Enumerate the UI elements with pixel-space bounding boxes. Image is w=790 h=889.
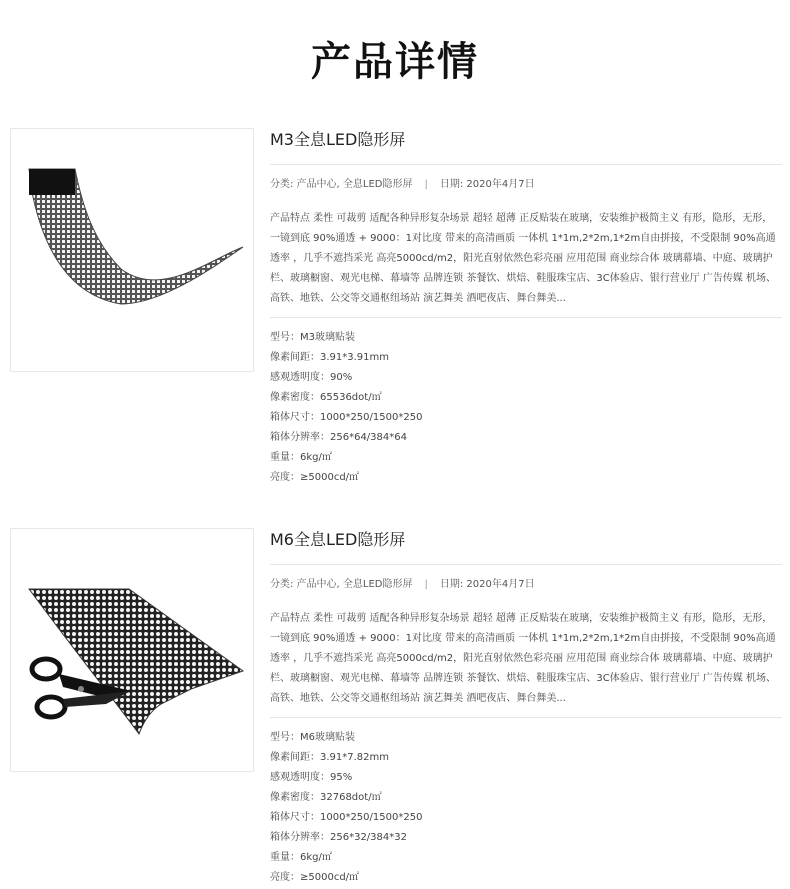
spec-list [270, 328, 782, 488]
product-title[interactable]: M3全息LED隐形屏 [270, 126, 782, 165]
product-title[interactable]: M6全息LED隐形屏 [270, 526, 782, 565]
product-meta [270, 565, 782, 605]
spec-model: 型号：M3玻璃贴装 [270, 332, 355, 343]
meta-separator: | [424, 179, 428, 190]
date-text: 日期: 2020年4月7日 [439, 579, 535, 590]
product-meta [270, 165, 782, 205]
product-description: 产品特点 柔性 可裁剪 适配各种异形复杂场景 超轻 超薄 正反贴装在玻璃，安装维护极简主义 有形，隐形，无形，一镜到底 90%通透 + 9000：1对比度 带来的高清画质 一体机 1*1m,2*2m,1*2m自由拼接，不受限制 90%高通透率 ，几乎不遮挡采光 高亮5000cd/m2，阳光直射依然色彩亮丽 应用范围 商业综合体 玻璃幕墙、中庭、玻璃护栏、玻璃橱窗、观光电梯、幕墙等 品牌连锁 茶餐饮、烘焙、鞋服珠宝店、3C体验店、银行营业厅 广告传媒 机场、高铁、地铁、公交等交通枢纽场站 演艺舞美 酒吧夜店、舞台舞美... [270, 609, 782, 718]
spec-pixel-pitch: 像素间距：3.91*7.82mm [270, 752, 390, 763]
spec-resolution: 箱体分辨率：256*64/384*64 [270, 432, 407, 443]
page-title: 产品详情 [311, 39, 479, 85]
spec-weight: 重量：6kg/㎡ [270, 852, 332, 863]
product-image-m6[interactable] [10, 528, 254, 772]
spec-transparency: 感观透明度：90% [270, 372, 353, 383]
led-mesh-scissors-icon [11, 529, 253, 771]
spec-model: 型号：M6玻璃贴装 [270, 732, 355, 743]
spec-weight: 重量：6kg/㎡ [270, 452, 332, 463]
spec-cabinet-size: 箱体尺寸：1000*250/1500*250 [270, 412, 423, 423]
spec-brightness: 亮度：≥5000cd/㎡ [270, 472, 360, 483]
spec-pixel-density: 像素密度：32768dot/㎡ [270, 792, 382, 803]
spec-pixel-pitch: 像素间距：3.91*3.91mm [270, 352, 390, 363]
spec-transparency: 感观透明度：95% [270, 772, 353, 783]
meta-separator: | [424, 579, 428, 590]
spec-pixel-density: 像素密度：65536dot/㎡ [270, 392, 382, 403]
category-text[interactable]: 分类: 产品中心, 全息LED隐形屏 [270, 179, 413, 190]
spec-resolution: 箱体分辨率：256*32/384*32 [270, 832, 407, 843]
spec-list [270, 728, 782, 888]
spec-brightness: 亮度：≥5000cd/㎡ [270, 872, 360, 883]
date-text: 日期: 2020年4月7日 [439, 179, 535, 190]
flexible-led-film-icon [11, 129, 253, 371]
product-description: 产品特点 柔性 可裁剪 适配各种异形复杂场景 超轻 超薄 正反贴装在玻璃，安装维护极简主义 有形，隐形，无形，一镜到底 90%通透 + 9000：1对比度 带来的高清画质 一体机 1*1m,2*2m,1*2m自由拼接，不受限制 90%高通透率 ，几乎不遮挡采光 高亮5000cd/m2，阳光直射依然色彩亮丽 应用范围 商业综合体 玻璃幕墙、中庭、玻璃护栏、玻璃橱窗、观光电梯、幕墙等 品牌连锁 茶餐饮、烘焙、鞋服珠宝店、3C体验店、银行营业厅 广告传媒 机场、高铁、地铁、公交等交通枢纽场站 演艺舞美 酒吧夜店、舞台舞美... [270, 209, 782, 318]
product-image-m3[interactable] [10, 128, 254, 372]
category-text[interactable]: 分类: 产品中心, 全息LED隐形屏 [270, 579, 413, 590]
spec-cabinet-size: 箱体尺寸：1000*250/1500*250 [270, 812, 423, 823]
